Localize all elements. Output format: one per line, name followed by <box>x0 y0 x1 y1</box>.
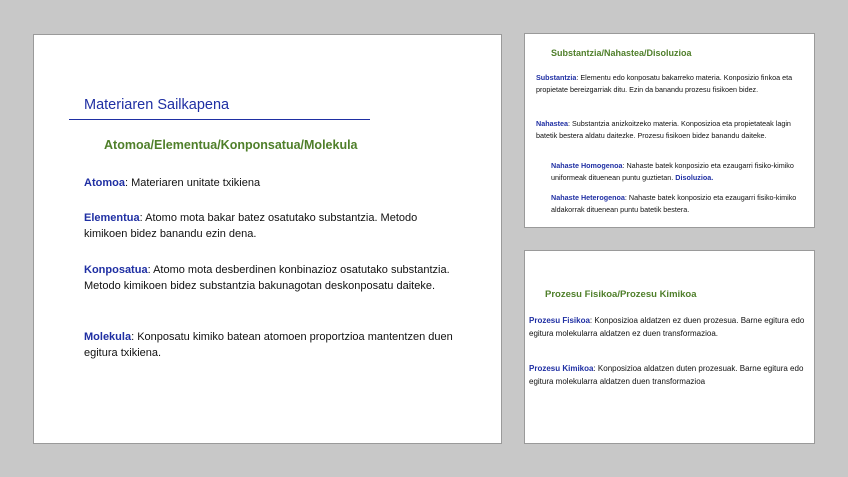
definition-text: : Atomo mota desberdinen konbinazioz osatutako substantzia. Metodo kimikoen bidez substantzia bakunagotan deskonposatu daiteke. <box>84 264 450 292</box>
page-title: Materiaren Sailkapena <box>84 97 230 113</box>
term-elementua: Elementua <box>84 212 140 224</box>
definition-molekula <box>84 330 454 361</box>
definition-nahaste-heterogenoa <box>551 192 810 215</box>
term-disoluzioa: Disoluzioa. <box>675 172 714 182</box>
term-nahaste-homogenoa: Nahaste Homogenoa <box>551 161 623 170</box>
definition-text: : Nahaste batek konposizio eta ezaugarri fisiko-kimiko uniformeak dituenean puntu guztietan. <box>551 161 794 182</box>
definition-text: : Substantzia anizkoitzeko materia. Konposizioa eta propietateak lagin batetik bestera aldatu daitezke. Prozesu fisikoen bidez banandu daiteke. <box>536 119 791 140</box>
definition-text: : Atomo mota bakar batez osatutako substantzia. Metodo kimikoen bidez banandu ezin dena. <box>84 212 418 240</box>
term-nahastea: Nahastea <box>536 119 568 128</box>
term-substantzia: Substantzia <box>536 73 577 82</box>
definition-konposatua <box>84 263 454 294</box>
term-prozesu-fisikoa: Prozesu Fisikoa <box>529 316 590 325</box>
slide-thumbnail-substantzia[interactable] <box>524 33 815 228</box>
definition-text: : Materiaren unitate txikiena <box>124 177 261 189</box>
slide-thumbnail-prozesua[interactable] <box>524 250 815 444</box>
definition-nahastea <box>536 118 810 141</box>
slide-heading: Substantzia/Nahastea/Disoluzioa <box>551 48 692 58</box>
term-prozesu-kimikoa: Prozesu Kimikoa <box>529 364 594 373</box>
definition-substantzia <box>536 72 810 95</box>
definition-text: : Konposatu kimiko batean atomoen proportzioa mantentzen duen egitura txikiena. <box>84 331 453 359</box>
definition-prozesu-kimikoa <box>529 362 812 388</box>
title-underline <box>69 119 370 120</box>
definition-text: : Konposizioa aldatzen duten prozesuak. Barne egitura edo egitura molekularra aldatzen duen transformazioa <box>529 364 804 386</box>
section-subtitle: Atomoa/Elementua/Konponsatua/Molekula <box>104 138 358 152</box>
slide-heading: Prozesu Fisikoa/Prozesu Kimikoa <box>545 289 697 300</box>
definition-nahaste-homogenoa <box>551 160 810 183</box>
definition-elementua <box>84 211 454 242</box>
definition-atomoa <box>84 176 454 192</box>
term-molekula: Molekula <box>84 331 132 343</box>
slide-main[interactable] <box>33 34 502 444</box>
term-nahaste-heterogenoa: Nahaste Heterogenoa <box>551 193 625 202</box>
term-konposatua: Konposatua <box>84 264 148 276</box>
definition-text: : Konposizioa aldatzen ez duen prozesua. Barne egitura edo egitura molekularra aldatzen ez duen transformazioa. <box>529 316 805 338</box>
definition-text: : Elementu edo konposatu bakarreko materia. Konposizio finkoa eta propietate bereizgarriak ditu. Ezin da banandu prozesu fisikoen bidez. <box>536 73 793 94</box>
term-atomoa: Atomoa <box>84 177 125 189</box>
definition-prozesu-fisikoa <box>529 314 812 340</box>
definition-text: : Nahaste batek konposizio eta ezaugarri fisiko-kimiko aldakorrak dituenean puntu batetik bestera. <box>551 193 797 214</box>
